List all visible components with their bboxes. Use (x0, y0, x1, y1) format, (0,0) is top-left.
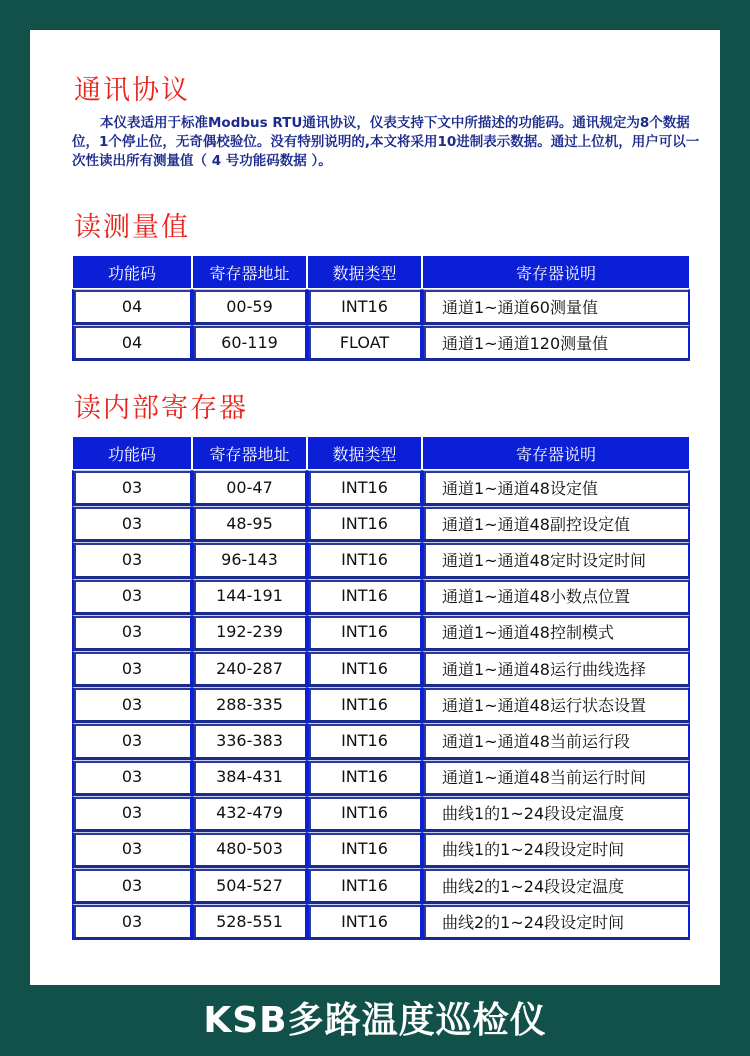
function-code-cell: 03 (72, 723, 192, 759)
data-type-cell: INT16 (307, 651, 422, 687)
internal-section-title: 读内部寄存器 (74, 393, 248, 424)
header-function-code: 功能码 (72, 255, 192, 289)
header-register-address: 寄存器地址 (192, 255, 307, 289)
table-row (72, 687, 690, 723)
register-description-cell: 通道1~通道48运行状态设置 (422, 687, 690, 723)
function-code-cell: 03 (72, 470, 192, 506)
table-row (72, 904, 690, 940)
data-type-cell: INT16 (307, 868, 422, 904)
data-type-cell: FLOAT (307, 325, 422, 361)
table-row (72, 579, 690, 615)
register-description-cell: 曲线2的1~24段设定温度 (422, 868, 690, 904)
function-code-cell: 03 (72, 904, 192, 940)
register-address-cell: 00-59 (192, 289, 307, 325)
function-code-cell: 03 (72, 832, 192, 868)
table-row (72, 723, 690, 759)
table-row (72, 760, 690, 796)
measure-register-table (72, 255, 690, 361)
data-type-cell: INT16 (307, 723, 422, 759)
protocol-title: 通讯协议 (74, 75, 190, 106)
register-address-cell: 480-503 (192, 832, 307, 868)
table-row (72, 470, 690, 506)
function-code-cell: 04 (72, 289, 192, 325)
data-type-cell: INT16 (307, 687, 422, 723)
register-address-cell: 336-383 (192, 723, 307, 759)
header-data-type: 数据类型 (307, 255, 422, 289)
data-type-cell: INT16 (307, 470, 422, 506)
data-type-cell: INT16 (307, 289, 422, 325)
register-description-cell: 通道1~通道48设定值 (422, 470, 690, 506)
register-description-cell: 通道1~通道48当前运行段 (422, 723, 690, 759)
data-type-cell: INT16 (307, 796, 422, 832)
table-row (72, 868, 690, 904)
table-row (72, 325, 690, 361)
function-code-cell: 04 (72, 325, 192, 361)
register-description-cell: 通道1~通道48定时设定时间 (422, 542, 690, 578)
protocol-description (72, 114, 712, 171)
register-address-cell: 192-239 (192, 615, 307, 651)
data-type-cell: INT16 (307, 832, 422, 868)
function-code-cell: 03 (72, 760, 192, 796)
function-code-cell: 03 (72, 796, 192, 832)
table-row (72, 506, 690, 542)
table-row (72, 796, 690, 832)
function-code-cell: 03 (72, 506, 192, 542)
register-address-cell: 288-335 (192, 687, 307, 723)
register-address-cell: 144-191 (192, 579, 307, 615)
function-code-cell: 03 (72, 615, 192, 651)
header-register-description: 寄存器说明 (422, 255, 690, 289)
function-code-cell: 03 (72, 579, 192, 615)
register-description-cell: 通道1~通道48控制模式 (422, 615, 690, 651)
document-card (30, 30, 720, 985)
register-address-cell: 00-47 (192, 470, 307, 506)
header-data-type: 数据类型 (307, 436, 422, 470)
internal-register-table (72, 436, 690, 940)
register-description-cell: 通道1~通道48副控设定值 (422, 506, 690, 542)
header-register-description: 寄存器说明 (422, 436, 690, 470)
register-description-cell: 曲线2的1~24段设定时间 (422, 904, 690, 940)
function-code-cell: 03 (72, 651, 192, 687)
data-type-cell: INT16 (307, 904, 422, 940)
table-header-row (72, 436, 690, 470)
function-code-cell: 03 (72, 687, 192, 723)
table-row (72, 542, 690, 578)
data-type-cell: INT16 (307, 542, 422, 578)
data-type-cell: INT16 (307, 615, 422, 651)
header-function-code: 功能码 (72, 436, 192, 470)
register-address-cell: 60-119 (192, 325, 307, 361)
table-row (72, 651, 690, 687)
register-description-cell: 通道1~通道48运行曲线选择 (422, 651, 690, 687)
register-address-cell: 528-551 (192, 904, 307, 940)
protocol-description-text: 本仪表适用于标准Modbus RTU通讯协议，仪表支持下文中所描述的功能码。通讯规定为8个数据位，1个停止位，无奇偶校验位。没有特别说明的,本文将采用10进制表示数据。通过上位机，用户可以一次性读出所有测量值（ 4 号功能码数据 ）。 (72, 115, 700, 169)
register-description-cell: 通道1~通道60测量值 (422, 289, 690, 325)
product-name-footer: KSB多路温度巡检仪 (203, 1000, 547, 1041)
table-row (72, 289, 690, 325)
register-description-cell: 曲线1的1~24段设定温度 (422, 796, 690, 832)
register-description-cell: 通道1~通道120测量值 (422, 325, 690, 361)
data-type-cell: INT16 (307, 506, 422, 542)
header-register-address: 寄存器地址 (192, 436, 307, 470)
measure-section-title: 读测量值 (74, 212, 190, 243)
table-row (72, 832, 690, 868)
table-row (72, 615, 690, 651)
register-address-cell: 504-527 (192, 868, 307, 904)
register-address-cell: 48-95 (192, 506, 307, 542)
register-address-cell: 96-143 (192, 542, 307, 578)
register-description-cell: 通道1~通道48当前运行时间 (422, 760, 690, 796)
register-address-cell: 240-287 (192, 651, 307, 687)
data-type-cell: INT16 (307, 579, 422, 615)
register-address-cell: 432-479 (192, 796, 307, 832)
register-address-cell: 384-431 (192, 760, 307, 796)
function-code-cell: 03 (72, 868, 192, 904)
function-code-cell: 03 (72, 542, 192, 578)
register-description-cell: 通道1~通道48小数点位置 (422, 579, 690, 615)
data-type-cell: INT16 (307, 760, 422, 796)
register-description-cell: 曲线1的1~24段设定时间 (422, 832, 690, 868)
table-header-row (72, 255, 690, 289)
